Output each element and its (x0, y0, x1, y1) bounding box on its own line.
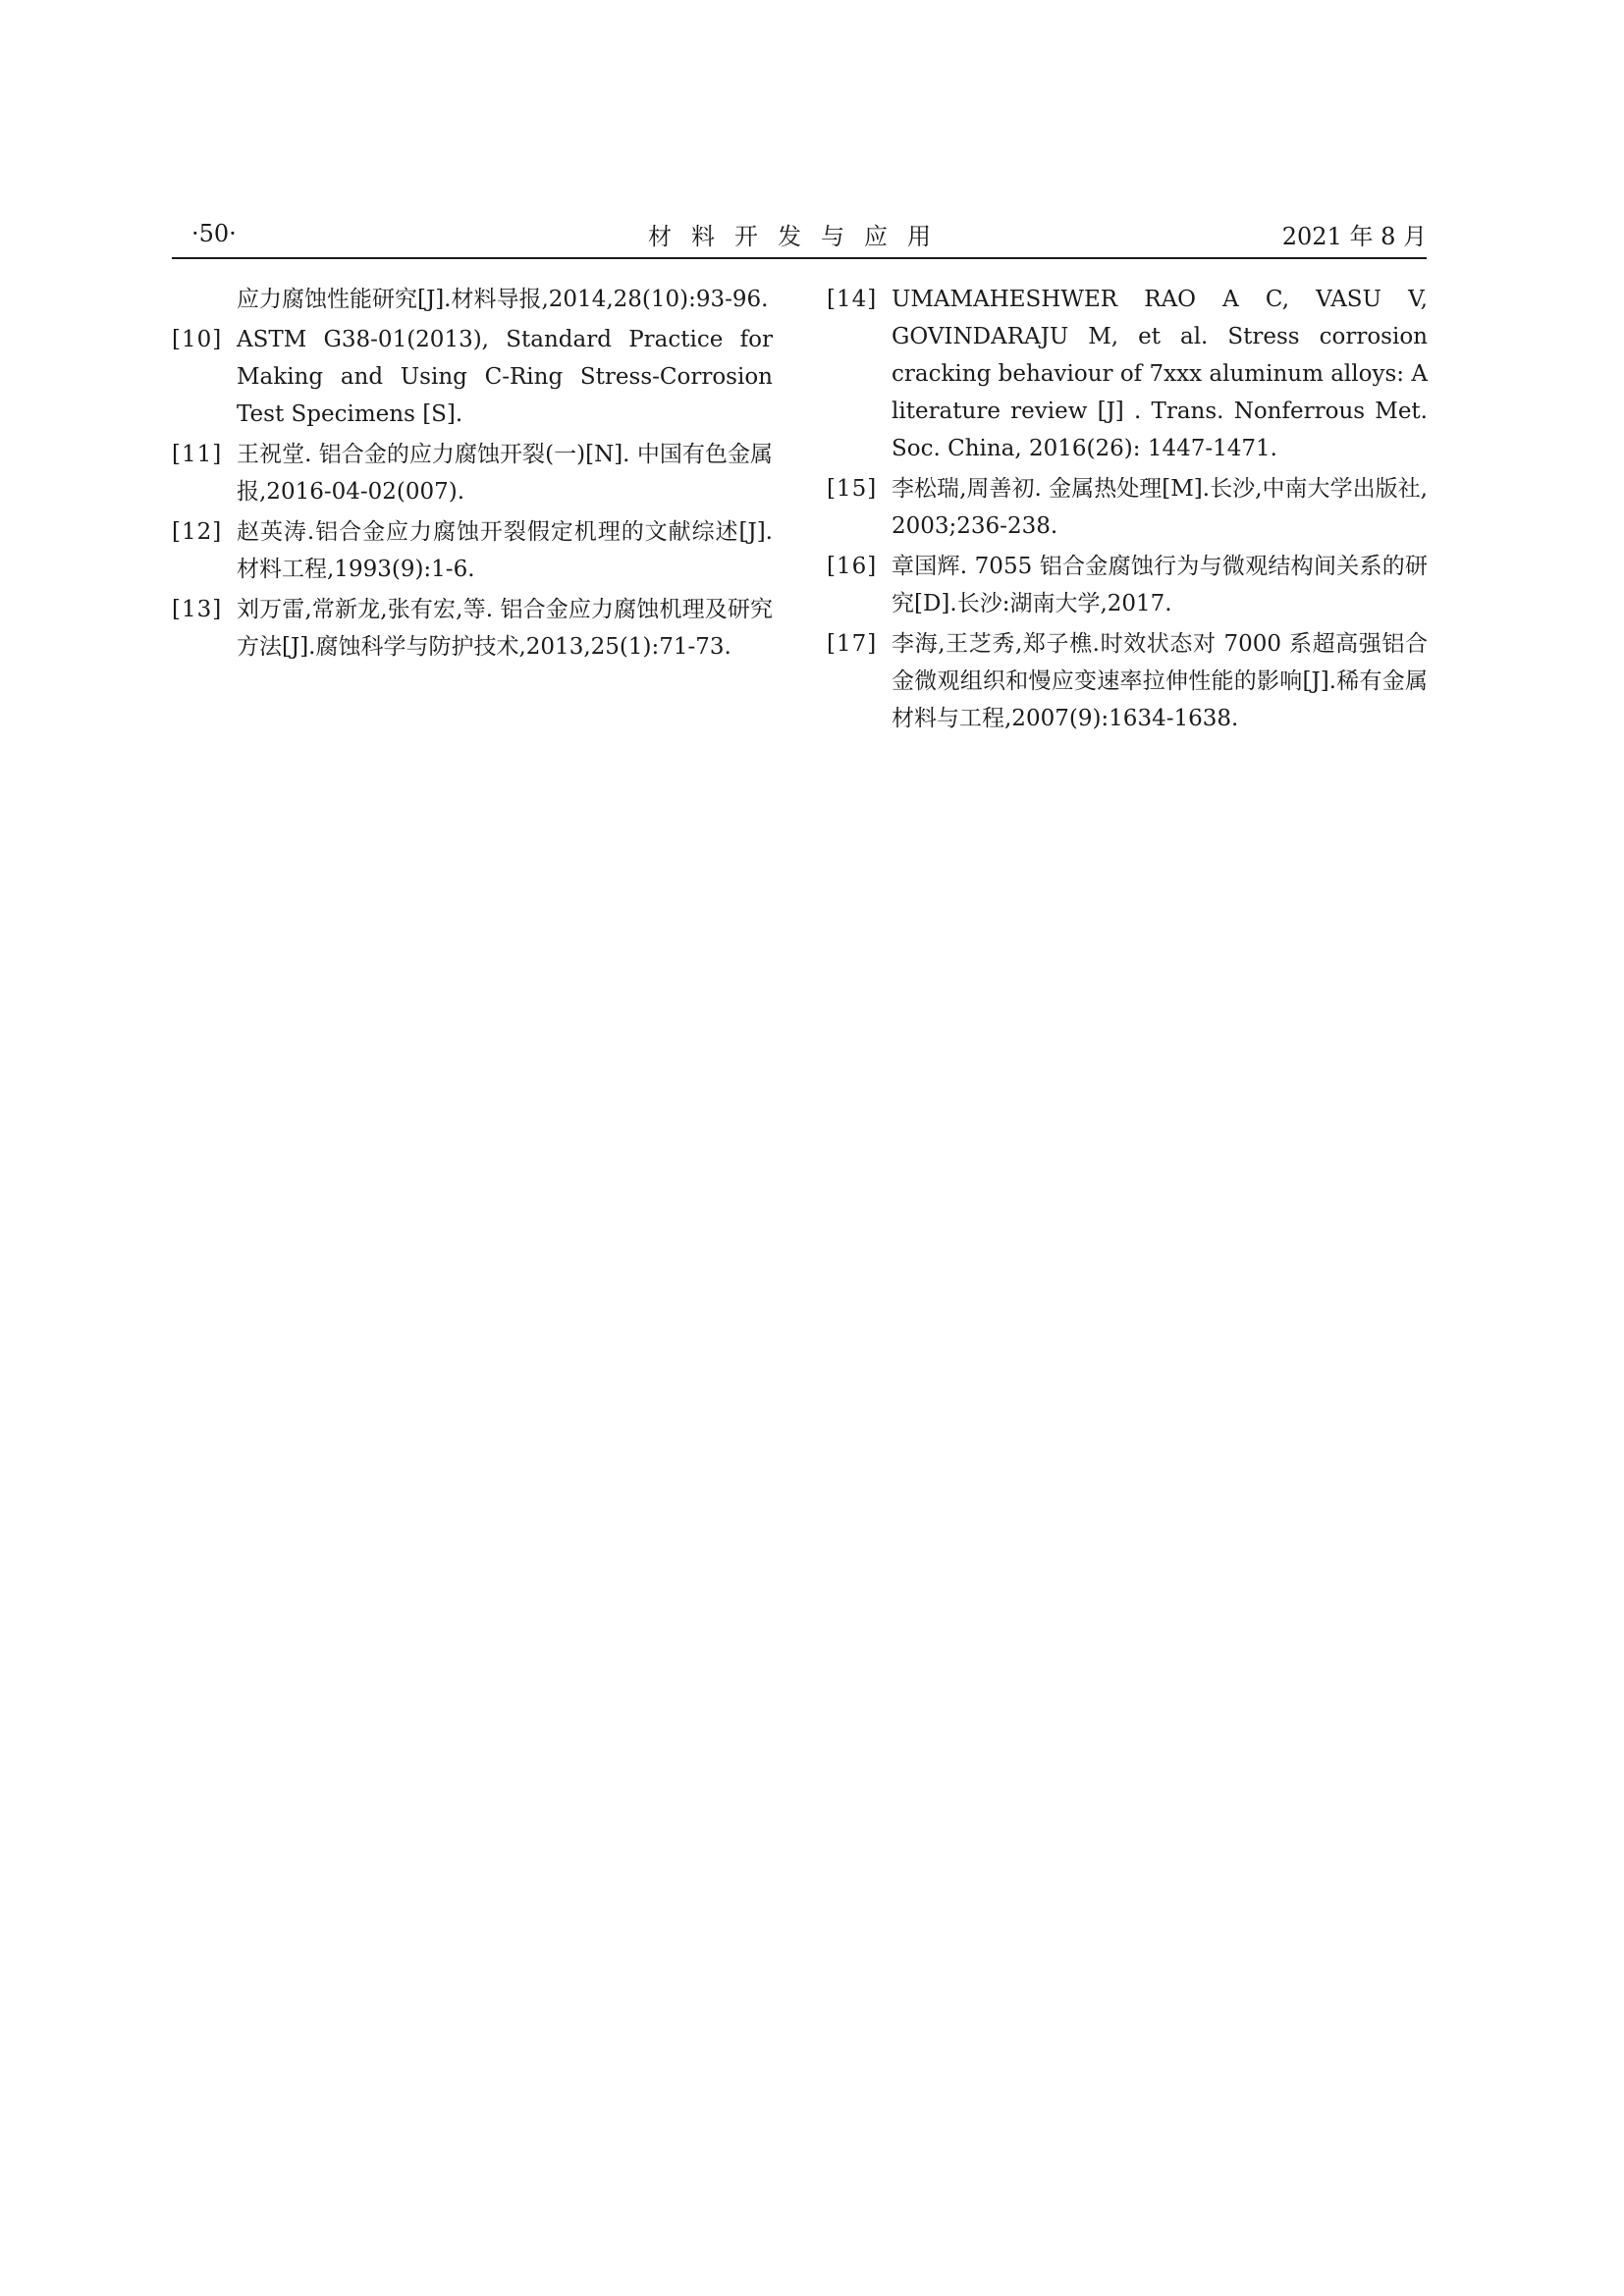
references-left-column (172, 281, 773, 668)
journal-title: 材料开发与应用 (648, 222, 950, 250)
reference-number: [14] (827, 287, 878, 312)
reference-text: UMAMAHESHWER RAO A C, VASU V, GOVINDARAJU M, et al. Stress corrosion cracking behaviour of 7xxx aluminum alloys: A literature review [J] . Trans. Nonferrous Met. Soc. China, 2016(26): 1447-1471. (892, 287, 1428, 461)
reference-item-15 (827, 470, 1428, 545)
reference-item-11 (172, 436, 773, 510)
reference-number: [17] (827, 631, 878, 657)
reference-item-14 (827, 281, 1428, 467)
reference-text: 章国辉. 7055 铝合金腐蚀行为与微观结构间关系的研究[D].长沙:湖南大学,2017. (892, 554, 1428, 616)
header-rule (172, 257, 1427, 259)
reference-number: [13] (172, 597, 223, 622)
reference-number: [11] (172, 442, 223, 467)
reference-text: 李海,王芝秀,郑子樵.时效状态对 7000 系超高强铝合金微观组织和慢应变速率拉伸性能的影响[J].稀有金属材料与工程,2007(9):1634-1638. (892, 631, 1428, 731)
reference-number: [12] (172, 519, 223, 545)
reference-item-10 (172, 321, 773, 433)
running-header (172, 214, 1427, 253)
reference-text: 李松瑞,周善初. 金属热处理[M].长沙,中南大学出版社,2003;236-238. (892, 476, 1428, 539)
reference-number: [10] (172, 327, 223, 352)
reference-number: [15] (827, 476, 878, 502)
reference-item-17 (827, 625, 1428, 737)
reference-text: 赵英涛.铝合金应力腐蚀开裂假定机理的文献综述[J].材料工程,1993(9):1-6. (237, 519, 773, 582)
reference-item-16 (827, 548, 1428, 622)
reference-number: [16] (827, 554, 878, 579)
reference-text: 刘万雷,常新龙,张有宏,等. 铝合金应力腐蚀机理及研究方法[J].腐蚀科学与防护技术,2013,25(1):71-73. (237, 597, 773, 660)
reference-continuation (172, 281, 773, 318)
reference-text: 应力腐蚀性能研究[J].材料导报,2014,28(10):93-96. (237, 287, 769, 312)
reference-item-13 (172, 591, 773, 666)
page-number: ·50· (191, 220, 237, 247)
reference-text: 王祝堂. 铝合金的应力腐蚀开裂(一)[N]. 中国有色金属报,2016-04-02(007). (237, 442, 773, 505)
references-right-column (827, 281, 1428, 740)
issue-date: 2021 年 8 月 (1281, 222, 1427, 250)
reference-item-12 (172, 513, 773, 588)
reference-text: ASTM G38-01(2013), Standard Practice for Making and Using C-Ring Stress-Corrosion Test Specimens [S]. (237, 327, 773, 427)
